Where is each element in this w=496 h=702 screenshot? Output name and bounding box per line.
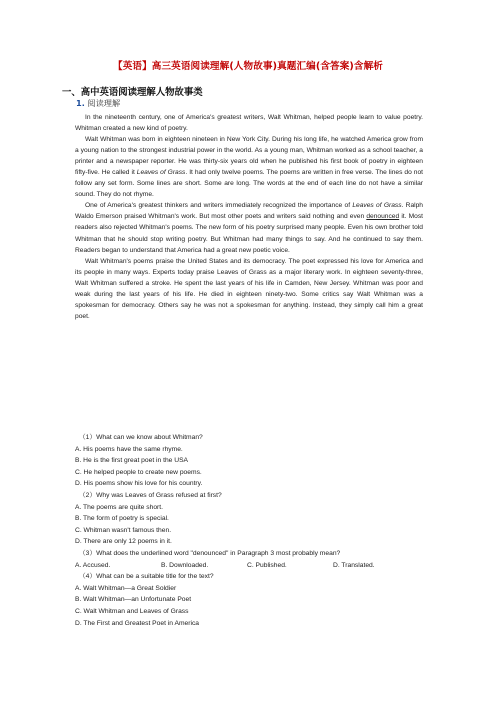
question-stem: （1）What can we know about Whitman? [79,434,203,441]
answer-option: D. Translated. [333,561,375,569]
answer-option: A. His poems have the same rhyme. [75,445,183,453]
question-number: 1. [76,98,85,108]
answer-option: A. Walt Whitman—a Great Soldier [75,584,177,592]
question-stem: （2）Why was Leaves of Grass refused at first? [79,491,222,499]
answer-option: B. Walt Whitman—an Unfortunate Poet [75,596,192,604]
question-header [76,98,120,109]
question-stem: （3）What does the underlined word "denounced" in Paragraph 3 most probably mean? [79,549,341,557]
answer-option: C. Whitman wasn't famous then. [75,526,172,534]
paragraph-2: Walt Whitman was born in eighteen nineteen in New York City. During his long life, he watched America grow from a young nation to the strongest industrial power in the world. As a young man, Whitman worked as a school teacher, a printer and a newspaper reporter. He was thirty-six years old when he published his first book of poetry in eighteen fifty-five. He called it Leaves of Grass. It had only twelve poems. The poems are written in free verse. The lines do not follow any set form. Some lines are short. Some are long. The words at the end of each line do not have a similar sound. They do not rhyme. [75,136,423,199]
answer-option: B. He is the first great poet in the USA [75,457,188,465]
reading-passage [75,112,423,322]
answer-option: C. Walt Whitman and Leaves of Grass [75,607,189,615]
answer-option: D. His poems show his love for his country. [75,480,203,488]
question-stem: （4）What can be a suitable title for the text? [79,573,214,581]
questions-list [75,432,435,629]
answer-option: B. Downloaded. [161,561,209,569]
answer-option: A. Accused. [75,561,111,569]
answer-option: A. The poems are quite short. [75,503,163,511]
page-title: 【英语】高三英语阅读理解(人物故事)真题汇编(含答案)含解析 [113,61,383,72]
section-heading: 一、高中英语阅读理解人物故事类 [62,87,203,98]
underlined-word: denounced [366,213,400,221]
paragraph-3: One of America's greatest thinkers and writers immediately recognized the importance of Leaves of Grass. Ralph Waldo Emerson praised Whitman's work. But most other poets and writers said nothing and even denounced it. Most readers also rejected Whitman's poems. The new form of his poetry surprised many people. Even his own brother told Whitman that he should stop writing poetry. But Whitman had many things to say. And he continued to say them. Readers began to understand that America had a great new poetic voice. [75,202,423,254]
answer-option: C. He helped people to create new poems. [75,468,202,476]
answer-option: D. There are only 12 poems in it. [75,538,172,546]
answer-option: B. The form of poetry is special. [75,515,169,523]
paragraph-4: Walt Whitman's poems praise the United States and its democracy. The poet expressed his love for America and its people in many ways. Experts today praise Leaves of Grass as a major literary work. In eighteen seventy-three, Walt Whitman suffered a stroke. He spent the last years of his life in Camden, New Jersey. Whitman was poor and weak during the last years of his life. He died in eighteen ninety-two. Some critics say Walt Whitman was a spokesman for democracy. Others say he was not a spokesman for anything. Instead, they simply call him a great poet. [75,257,423,320]
answer-option: D. The First and Greatest Poet in America [75,619,200,627]
paragraph-1: In the nineteenth century, one of America's greatest writers, Walt Whitman, helped people learn to value poetry. Whitman created a new kind of poetry. [75,114,423,133]
question-label: 阅读理解 [87,98,121,108]
answer-option: C. Published. [247,561,287,569]
answer-options-row [75,560,435,572]
